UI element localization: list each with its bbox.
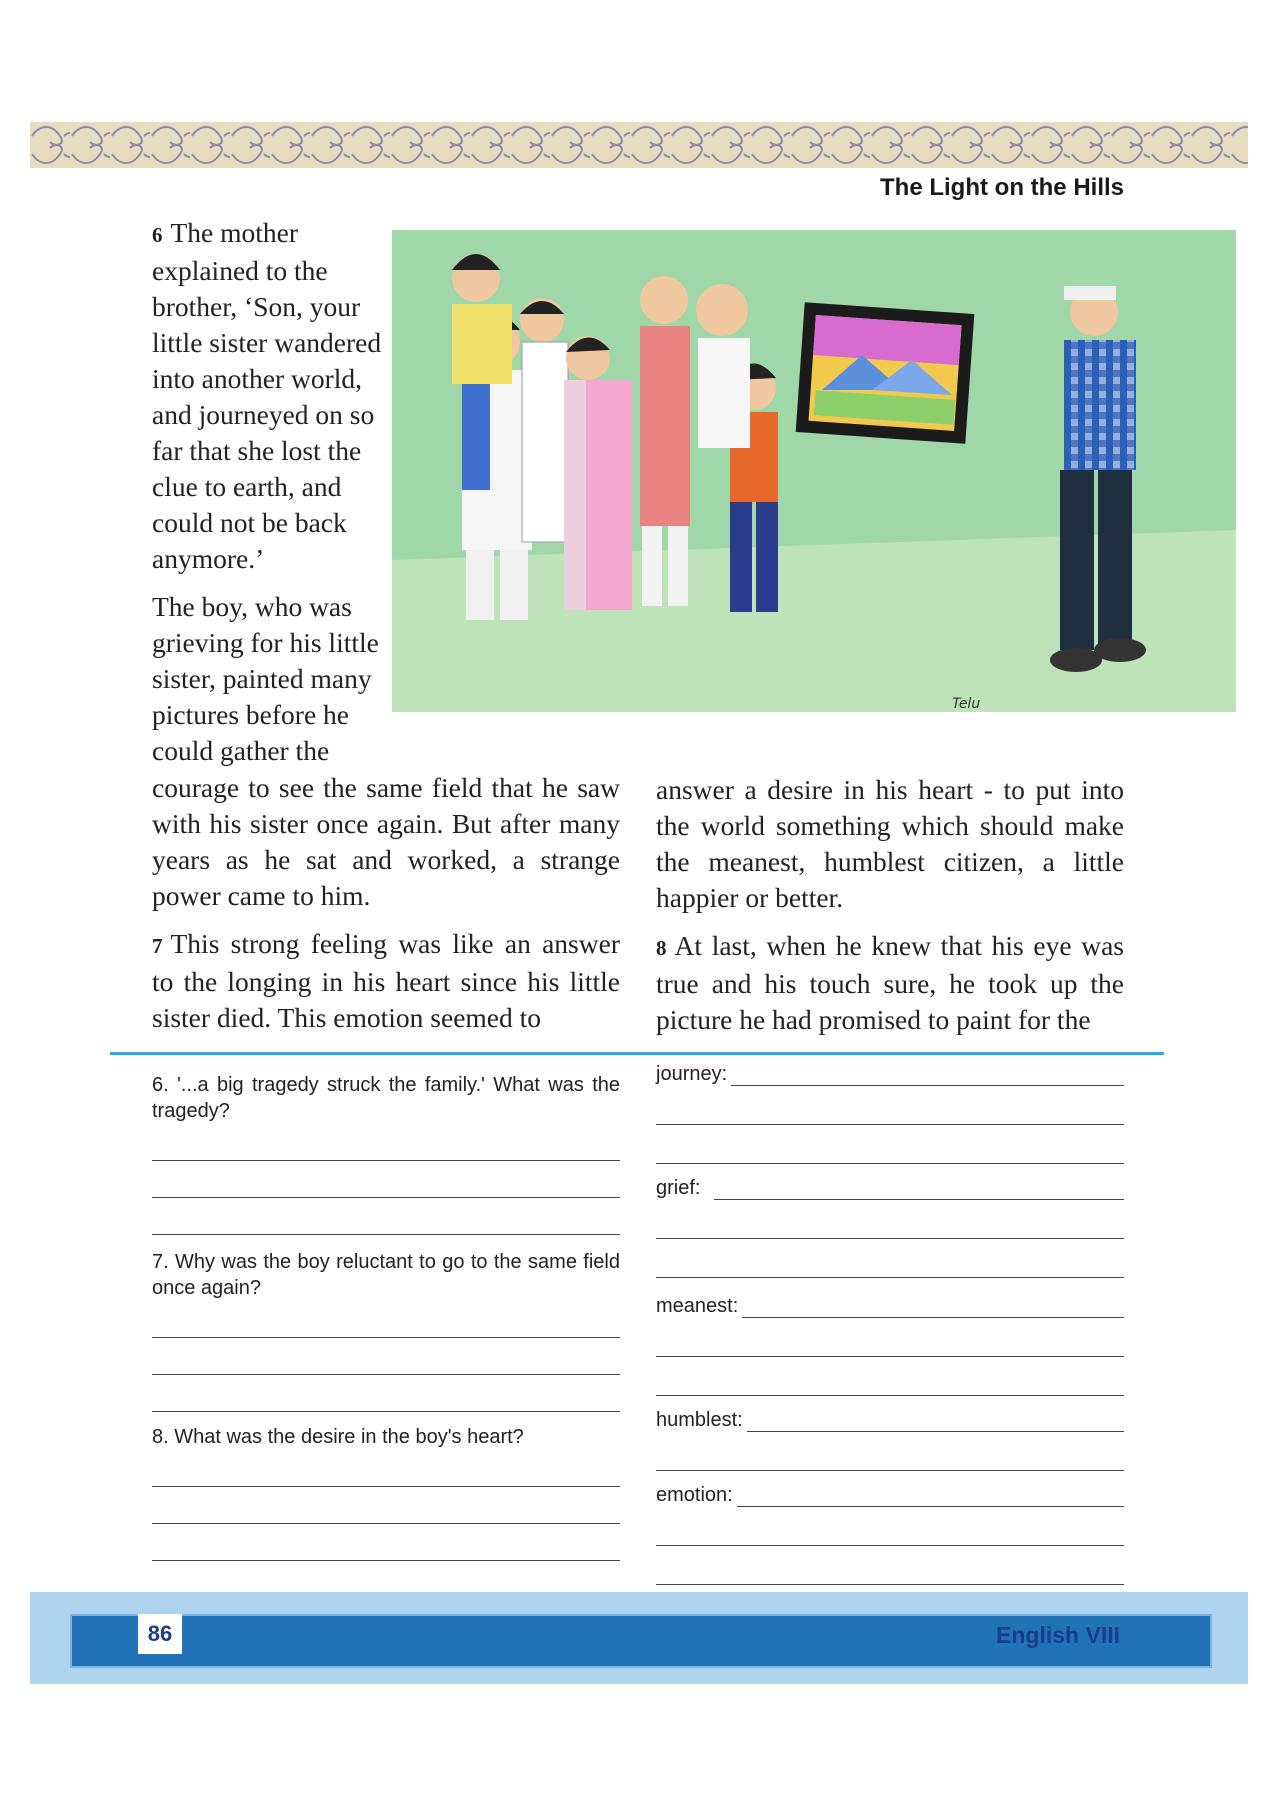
comprehension-questions <box>152 1068 620 1561</box>
vocab-word: emotion: <box>656 1484 733 1506</box>
answer-line[interactable] <box>152 1487 620 1524</box>
vocab-row-meanest <box>656 1288 1124 1318</box>
boy-paragraph-continued: courage to see the same field that he saw with his sister once again. But after many years as he sat and worked, a strange power came to him. <box>152 772 620 911</box>
vocab-row-humblest <box>656 1402 1124 1432</box>
para6-line: anymore.’ <box>152 543 265 574</box>
para6-line: into another world, <box>152 363 363 394</box>
boy-line: could gather the <box>152 735 330 766</box>
paragraph-7 <box>152 926 620 1036</box>
question-block <box>152 1249 620 1412</box>
answer-line[interactable] <box>714 1177 1124 1200</box>
vocab-word: meanest: <box>656 1295 739 1317</box>
boy-line: sister, painted many <box>152 663 372 694</box>
question-block <box>152 1424 620 1561</box>
para6-number: 6 <box>152 223 163 247</box>
answer-line[interactable] <box>656 1239 1124 1278</box>
story-column-left <box>152 770 620 1036</box>
page-number: 86 <box>138 1614 182 1654</box>
answer-line[interactable] <box>731 1063 1124 1086</box>
answer-line[interactable] <box>656 1125 1124 1164</box>
answer-line[interactable] <box>656 1432 1124 1471</box>
answer-line[interactable] <box>656 1318 1124 1357</box>
family-viewing-painting-image <box>392 230 1236 712</box>
paragraph-6 <box>152 215 384 577</box>
question-block <box>152 1072 620 1235</box>
answer-line[interactable] <box>152 1338 620 1375</box>
para6-line: brother, ‘Son, your <box>152 291 361 322</box>
page-footer <box>30 1592 1248 1684</box>
answer-line[interactable] <box>152 1301 620 1338</box>
chapter-title: The Light on the Hills <box>880 174 1124 201</box>
boy-paragraph <box>152 589 384 769</box>
para6-line: clue to earth, and <box>152 471 342 502</box>
question-text: 8. What was the desire in the boy's heart? <box>152 1426 524 1448</box>
para6-line: 6 The mother <box>152 217 299 248</box>
answer-line[interactable] <box>152 1124 620 1161</box>
boy-line: pictures before he <box>152 699 349 730</box>
answer-line[interactable] <box>656 1200 1124 1239</box>
answer-line[interactable] <box>152 1375 620 1412</box>
para7-text: This strong feeling was like an answer to the longing in his heart since his little sister died. This emotion seemed to <box>152 928 620 1033</box>
para6-line: explained to the <box>152 255 328 286</box>
para8-number: 8 <box>656 936 667 960</box>
answer-line[interactable] <box>737 1484 1124 1507</box>
para7-number: 7 <box>152 934 163 958</box>
para8-text: At last, when he knew that his eye was true and his touch sure, he took up the picture he had promised to paint for the <box>656 930 1124 1035</box>
para6-line: and journeyed on so <box>152 399 375 430</box>
vocab-word: journey: <box>656 1063 728 1085</box>
vocab-row-grief <box>656 1170 1124 1200</box>
story-column-top <box>152 215 384 769</box>
paragraph-8 <box>656 928 1124 1038</box>
answer-line[interactable] <box>152 1198 620 1235</box>
book-title: English VIII <box>996 1622 1120 1648</box>
answer-line[interactable] <box>742 1295 1124 1318</box>
question-text: 7. Why was the boy reluctant to go to the same field once again? <box>152 1251 620 1299</box>
answer-line[interactable] <box>152 1161 620 1198</box>
right-column-paragraph: answer a desire in his heart - to put into the world something which should make the meanest, humblest citizen, a little happier or better. <box>656 774 1124 913</box>
question-text: 6. '...a big tragedy struck the family.' What was the tragedy? <box>152 1074 620 1122</box>
vocabulary-section <box>656 1056 1124 1585</box>
decorative-border <box>30 122 1248 168</box>
story-column-right <box>656 772 1124 1038</box>
answer-line[interactable] <box>152 1524 620 1561</box>
section-divider <box>110 1052 1164 1055</box>
answer-line[interactable] <box>656 1357 1124 1396</box>
illustration-signature: Telu <box>952 696 981 712</box>
vocab-word: humblest: <box>656 1409 743 1431</box>
para6-line: little sister wandered <box>152 327 382 358</box>
ornament-pattern-icon <box>30 122 1248 168</box>
answer-line[interactable] <box>656 1546 1124 1585</box>
vocab-row-journey <box>656 1056 1124 1086</box>
vocab-row-emotion <box>656 1477 1124 1507</box>
gallery-illustration <box>392 230 1236 712</box>
answer-line[interactable] <box>656 1507 1124 1546</box>
vocab-word: grief: <box>656 1177 701 1199</box>
boy-line: grieving for his little <box>152 627 379 658</box>
para6-line: could not be back <box>152 507 347 538</box>
para6-line: far that she lost the <box>152 435 362 466</box>
answer-line[interactable] <box>747 1409 1124 1432</box>
answer-line[interactable] <box>152 1450 620 1487</box>
answer-line[interactable] <box>656 1086 1124 1125</box>
boy-line: The boy, who was <box>152 591 352 622</box>
